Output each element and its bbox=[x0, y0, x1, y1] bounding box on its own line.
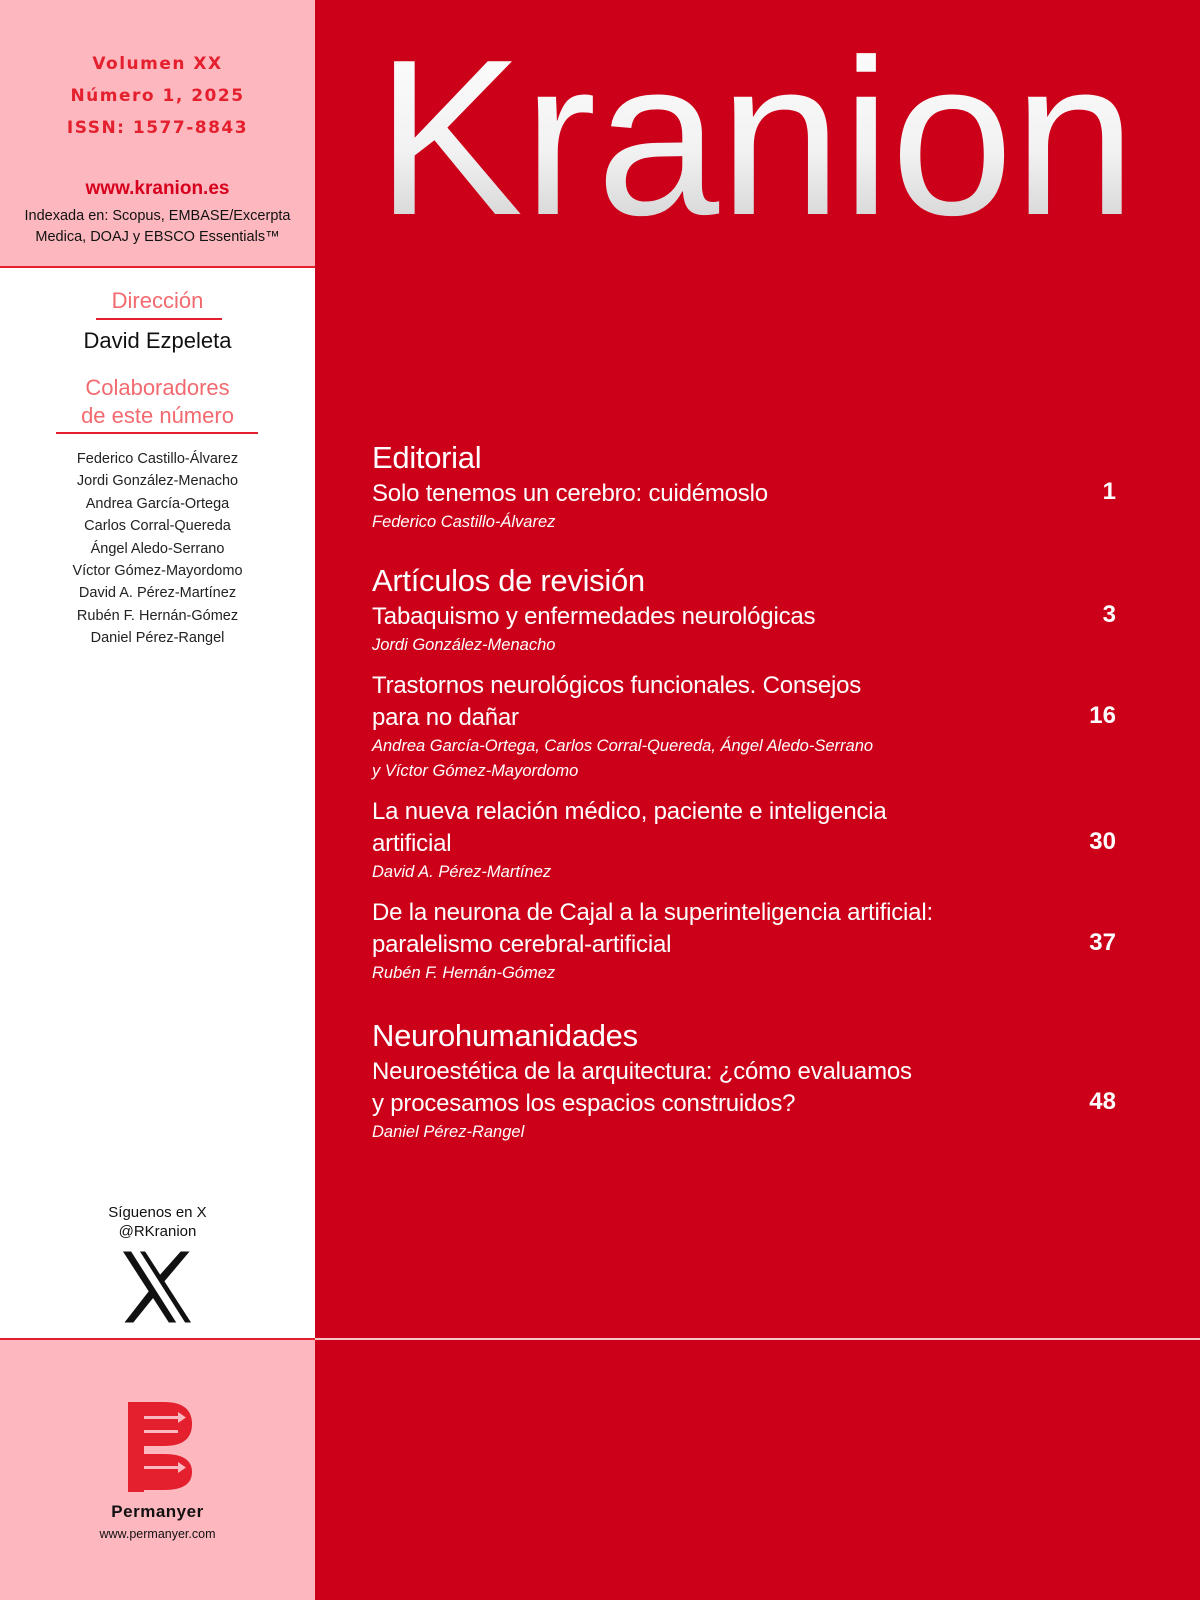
toc-section bbox=[372, 1016, 1120, 1145]
article-authors bbox=[372, 510, 992, 535]
direction-label: Dirección bbox=[111, 288, 204, 313]
article-authors bbox=[372, 860, 992, 885]
collaborator-name: Federico Castillo-Álvarez bbox=[76, 451, 239, 467]
article-title bbox=[372, 796, 1032, 860]
page-number: 37 bbox=[1089, 929, 1116, 956]
collaborator-name: Jordi González-Menacho bbox=[76, 473, 239, 490]
table-of-contents bbox=[372, 438, 1120, 1145]
collaborators-label-line2: de este número bbox=[81, 403, 234, 428]
follow-info bbox=[0, 1203, 315, 1241]
direction-underline bbox=[96, 318, 222, 320]
toc-section bbox=[372, 561, 1120, 986]
toc-entry[interactable] bbox=[372, 601, 1120, 658]
article-title bbox=[372, 1056, 1032, 1120]
toc-section bbox=[372, 438, 1120, 535]
collaborator-name: David A. Pérez-Martínez bbox=[78, 585, 237, 602]
publisher-url-link[interactable]: www.permanyer.com bbox=[99, 1527, 216, 1541]
author-line: Rubén F. Hernán-Gómez bbox=[372, 964, 556, 982]
article-title-line: Neuroestética de la arquitectura: ¿cómo evaluamos bbox=[372, 1058, 912, 1085]
article-title bbox=[372, 670, 1032, 734]
collaborator-name: Carlos Corral-Quereda bbox=[84, 518, 231, 535]
article-title bbox=[372, 478, 1032, 510]
page-number: 3 bbox=[1102, 601, 1116, 628]
toc-entry[interactable] bbox=[372, 1056, 1120, 1145]
author-line: Federico Castillo-Álvarez bbox=[372, 513, 556, 531]
author-line: Jordi González-Menacho bbox=[372, 636, 556, 654]
collaborator-name: Víctor Gómez-Mayordomo bbox=[72, 563, 243, 580]
journal-title: Kranion bbox=[376, 26, 1136, 236]
social-handle[interactable]: @RKranion bbox=[118, 1223, 197, 1240]
article-authors bbox=[372, 633, 992, 658]
cover-sidebar bbox=[0, 0, 315, 1600]
author-line: Daniel Pérez-Rangel bbox=[372, 1123, 525, 1141]
permanyer-logo-icon bbox=[128, 1402, 194, 1492]
section-title: Editorial bbox=[372, 440, 482, 475]
section-title: Neurohumanidades bbox=[372, 1018, 638, 1053]
collaborator-name: Andrea García-Ortega bbox=[85, 495, 230, 512]
author-line: David A. Pérez-Martínez bbox=[372, 863, 552, 881]
publisher-name: Permanyer bbox=[111, 1502, 204, 1521]
article-title-line: y procesamos los espacios construidos? bbox=[372, 1090, 796, 1117]
article-title-line: Tabaquismo y enfermedades neurológicas bbox=[372, 603, 816, 630]
author-line: y Víctor Gómez-Mayordomo bbox=[372, 762, 579, 780]
journal-masthead bbox=[376, 26, 1156, 236]
indexing-info: Indexada en: Scopus, EMBASE/Excerpta Medica, DOAJ y EBSCO Essentials™ bbox=[24, 208, 291, 245]
page-number: 48 bbox=[1089, 1088, 1116, 1115]
toc-entry[interactable] bbox=[372, 796, 1120, 885]
article-authors bbox=[372, 961, 992, 986]
collaborator-name: Ángel Aledo-Serrano bbox=[90, 540, 225, 557]
page-number: 1 bbox=[1102, 478, 1116, 505]
collaborators-list bbox=[0, 448, 315, 650]
collaborators-underline bbox=[56, 432, 258, 434]
article-title-line: De la neurona de Cajal a la superinteligencia artificial: bbox=[372, 899, 933, 926]
collaborator-name: Daniel Pérez-Rangel bbox=[90, 630, 225, 647]
journal-url-link[interactable]: www.kranion.es bbox=[85, 178, 230, 199]
article-authors bbox=[372, 734, 992, 784]
main-divider bbox=[315, 1338, 1200, 1340]
page-number: 30 bbox=[1089, 828, 1116, 855]
section-title: Artículos de revisión bbox=[372, 563, 645, 598]
toc-entry[interactable] bbox=[372, 670, 1120, 784]
article-title-line: Solo tenemos un cerebro: cuidémoslo bbox=[372, 480, 768, 507]
article-title-line: La nueva relación médico, paciente e inteligencia bbox=[372, 798, 887, 825]
collaborators-label-line1: Colaboradores bbox=[85, 375, 230, 400]
article-title-line: paralelismo cerebral-artificial bbox=[372, 931, 672, 958]
volume-label: Volumen XX bbox=[92, 54, 223, 74]
article-authors bbox=[372, 1120, 992, 1145]
page-number: 16 bbox=[1089, 702, 1116, 729]
article-title-line: para no dañar bbox=[372, 704, 519, 731]
director-name: David Ezpeleta bbox=[83, 328, 232, 353]
issue-label: Número 1, 2025 bbox=[70, 86, 245, 106]
author-line: Andrea García-Ortega, Carlos Corral-Quereda, Ángel Aledo-Serrano bbox=[372, 737, 874, 755]
x-logo-icon[interactable] bbox=[120, 1250, 194, 1324]
article-title bbox=[372, 601, 1032, 633]
follow-text: Síguenos en X bbox=[108, 1204, 207, 1221]
toc-entry[interactable] bbox=[372, 478, 1120, 535]
collaborator-name: Rubén F. Hernán-Gómez bbox=[76, 607, 239, 624]
issn-label: ISSN: 1577-8843 bbox=[66, 118, 249, 138]
article-title-line: artificial bbox=[372, 830, 452, 857]
article-title bbox=[372, 897, 1032, 961]
article-title-line: Trastornos neurológicos funcionales. Consejos bbox=[372, 672, 862, 699]
toc-entry[interactable] bbox=[372, 897, 1120, 986]
divider bbox=[0, 266, 315, 268]
